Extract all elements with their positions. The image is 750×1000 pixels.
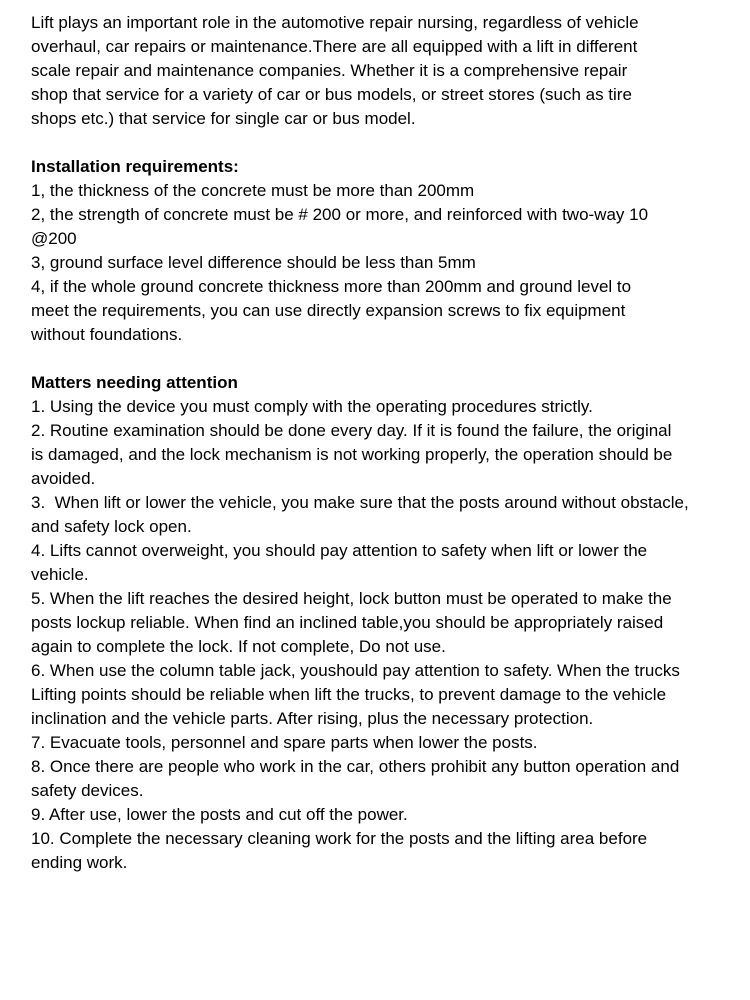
attention-line: 7. Evacuate tools, personnel and spare parts when lower the posts. xyxy=(31,733,538,752)
intro-paragraph xyxy=(31,11,743,131)
attention-line: again to complete the lock. If not complete, Do not use. xyxy=(31,637,446,656)
attention-line: 5. When the lift reaches the desired height, lock button must be operated to make the xyxy=(31,589,672,608)
attention-line: avoided. xyxy=(31,469,96,488)
attention-line: 4. Lifts cannot overweight, you should pay attention to safety when lift or lower the xyxy=(31,541,648,560)
requirement-line: meet the requirements, you can use directly expansion screws to fix equipment xyxy=(31,301,626,320)
attention-line: posts lockup reliable. When find an inclined table,you should be appropriately raised xyxy=(31,613,664,632)
requirement-line: @200 xyxy=(31,229,77,248)
requirement-line: 3, ground surface level difference should be less than 5mm xyxy=(31,253,476,272)
attention-line: Lifting points should be reliable when lift the trucks, to prevent damage to the vehicle xyxy=(31,685,667,704)
attention-line: 3. When lift or lower the vehicle, you make sure that the posts around without obstacle, xyxy=(31,493,689,512)
paragraph-spacer xyxy=(31,131,743,155)
attention-line: 6. When use the column table jack, youshould pay attention to safety. When the trucks xyxy=(31,661,680,680)
intro-line: shop that service for a variety of car or bus models, or street stores (such as tire xyxy=(31,85,632,104)
requirement-line: 2, the strength of concrete must be # 200 or more, and reinforced with two-way 10 xyxy=(31,205,649,224)
attention-heading: Matters needing attention xyxy=(31,373,238,392)
paragraph-spacer xyxy=(31,347,743,371)
attention-line: inclination and the vehicle parts. After rising, plus the necessary protection. xyxy=(31,709,594,728)
attention-line: is damaged, and the lock mechanism is not working properly, the operation should be xyxy=(31,445,673,464)
intro-line: overhaul, car repairs or maintenance.There are all equipped with a lift in different xyxy=(31,37,638,56)
matters-needing-attention-section xyxy=(31,371,743,875)
document-body xyxy=(31,11,743,875)
requirement-line: 1, the thickness of the concrete must be more than 200mm xyxy=(31,181,475,200)
attention-line: 2. Routine examination should be done every day. If it is found the failure, the original xyxy=(31,421,672,440)
attention-line: 9. After use, lower the posts and cut off the power. xyxy=(31,805,408,824)
intro-line: scale repair and maintenance companies. Whether it is a comprehensive repair xyxy=(31,61,628,80)
intro-line: Lift plays an important role in the automotive repair nursing, regardless of vehicle xyxy=(31,13,639,32)
installation-heading: Installation requirements: xyxy=(31,157,239,176)
installation-requirements-section xyxy=(31,155,743,347)
requirement-line: 4, if the whole ground concrete thickness more than 200mm and ground level to xyxy=(31,277,632,296)
attention-line: 8. Once there are people who work in the car, others prohibit any button operation and xyxy=(31,757,680,776)
requirement-line: without foundations. xyxy=(31,325,183,344)
attention-line: ending work. xyxy=(31,853,128,872)
attention-line: and safety lock open. xyxy=(31,517,192,536)
attention-line: 1. Using the device you must comply with the operating procedures strictly. xyxy=(31,397,593,416)
attention-line: safety devices. xyxy=(31,781,144,800)
attention-line: vehicle. xyxy=(31,565,89,584)
intro-line: shops etc.) that service for single car or bus model. xyxy=(31,109,416,128)
attention-line: 10. Complete the necessary cleaning work for the posts and the lifting area before xyxy=(31,829,648,848)
